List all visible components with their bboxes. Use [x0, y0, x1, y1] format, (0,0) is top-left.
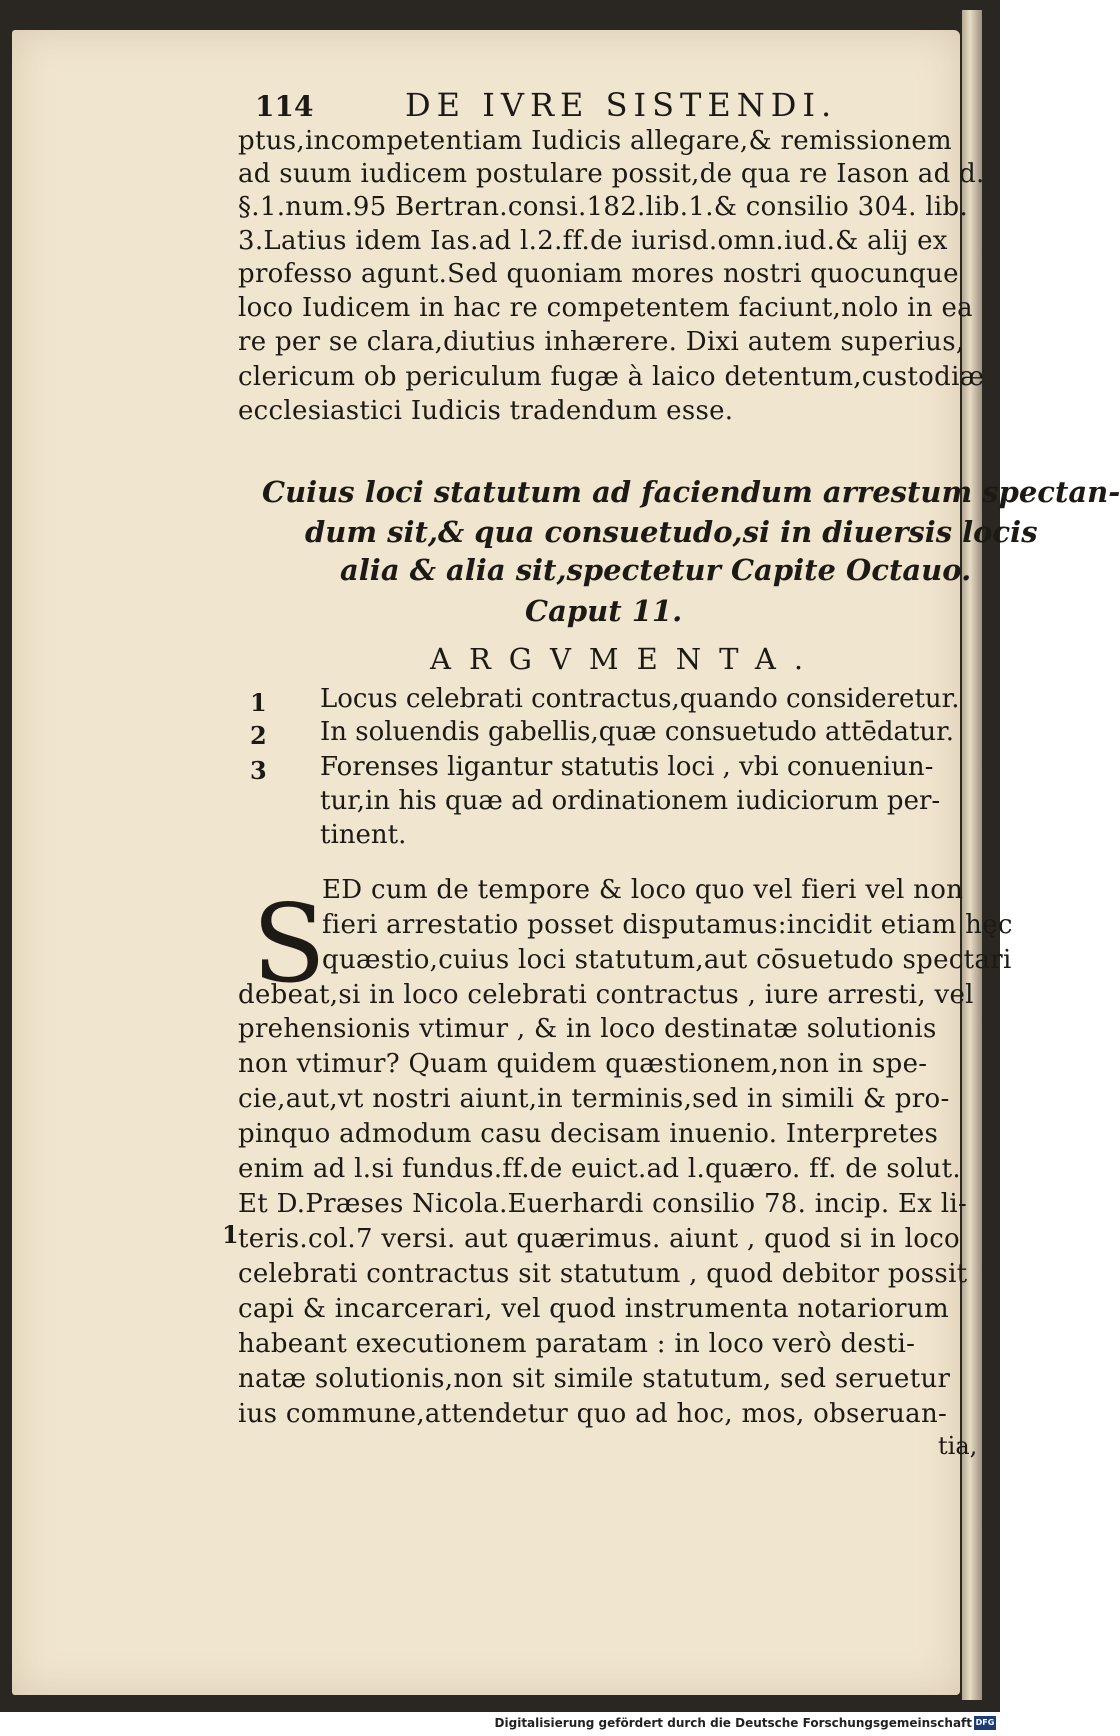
- body-line: cie,aut,vt nostri aiunt,in terminis,sed in simili & pro-: [238, 1084, 950, 1114]
- argument-line: Locus celebrati contractus,quando consideretur.: [320, 684, 960, 714]
- catchword: tia,: [938, 1432, 978, 1460]
- body-line: natæ solutionis,non sit simile statutum, sed seruetur: [238, 1364, 951, 1394]
- body-line: §.1.num.95 Bertran.consi.182.lib.1.& consilio 304. lib.: [238, 192, 969, 222]
- argument-number: 1: [250, 688, 267, 717]
- body-line: ptus,incompetentiam Iudicis allegare,& remissionem: [238, 126, 953, 156]
- body-line: prehensionis vtimur , & in loco destinatæ solutionis: [238, 1014, 937, 1044]
- chapter-heading-line: Cuius loci statutum ad faciendum arrestum spectan-: [262, 475, 1120, 509]
- body-line: fieri arrestatio posset disputamus:incidit etiam hęc: [322, 910, 1013, 940]
- margin-note-number: 1: [222, 1220, 239, 1249]
- body-line: ad suum iudicem postulare possit,de qua re Iason ad d.: [238, 159, 985, 189]
- body-line: ius commune,attendetur quo ad hoc, mos, obseruan-: [238, 1399, 948, 1429]
- body-line: pinquo admodum casu decisam inuenio. Interpretes: [238, 1119, 939, 1149]
- body-line: clericum ob periculum fugæ à laico detentum,custodiæ: [238, 362, 985, 392]
- argumenta-title: ARGVMENTA.: [430, 642, 822, 676]
- argument-number: 2: [250, 721, 267, 750]
- body-line: capi & incarcerari, vel quod instrumenta notariorum: [238, 1294, 949, 1324]
- body-line: ED cum de tempore & loco quo vel fieri vel non: [322, 875, 964, 905]
- chapter-caput: Caput 11.: [525, 594, 683, 628]
- body-line: ecclesiastici Iudicis tradendum esse.: [238, 396, 734, 426]
- body-line: enim ad l.si fundus.ff.de euict.ad l.quæro. ff. de solut.: [238, 1154, 961, 1184]
- body-line: quæstio,cuius loci statutum,aut cōsuetudo spectari: [322, 945, 1012, 975]
- argument-line: tinent.: [320, 820, 407, 850]
- footer-credit: Digitalisierung gefördert durch die Deutsche Forschungsgemeinschaft: [494, 1716, 972, 1730]
- page-header: [255, 86, 838, 130]
- argument-line: tur,in his quæ ad ordinationem iudiciorum per-: [320, 786, 941, 816]
- page-number: 114: [255, 90, 314, 123]
- body-line: habeant executionem paratam : in loco verò desti-: [238, 1329, 916, 1359]
- body-line: celebrati contractus sit statutum , quod debitor possit: [238, 1259, 968, 1289]
- argument-number: 3: [250, 756, 267, 785]
- body-line: teris.col.7 versi. aut quærimus. aiunt , quod si in loco: [238, 1224, 961, 1254]
- chapter-heading-line: alia & alia sit,spectetur Capite Octauo.: [340, 553, 972, 587]
- body-line: loco Iudicem in hac re competentem faciunt,nolo in ea: [238, 293, 973, 323]
- body-line: Et D.Præses Nicola.Euerhardi consilio 78. incip. Ex li-: [238, 1189, 968, 1219]
- running-head: DE IVRE SISTENDI.: [405, 86, 838, 124]
- chapter-heading-line: dum sit,& qua consuetudo,si in diuersis locis: [305, 515, 1038, 549]
- body-line: 3.Latius idem Ias.ad l.2.ff.de iurisd.omn.iud.& alij ex: [238, 226, 948, 256]
- argument-line: Forenses ligantur statutis loci , vbi conueniun-: [320, 752, 934, 782]
- body-line: professo agunt.Sed quoniam mores nostri quocunque: [238, 259, 959, 289]
- body-line: debeat,si in loco celebrati contractus , iure arresti, vel: [238, 980, 974, 1010]
- drop-cap: S: [252, 882, 326, 1007]
- body-line: non vtimur? Quam quidem quæstionem,non in spe-: [238, 1049, 928, 1079]
- dfg-logo-icon: DFG: [974, 1716, 996, 1730]
- body-line: re per se clara,diutius inhærere. Dixi autem superius,: [238, 327, 965, 357]
- argument-line: In soluendis gabellis,quæ consuetudo attēdatur.: [320, 717, 955, 747]
